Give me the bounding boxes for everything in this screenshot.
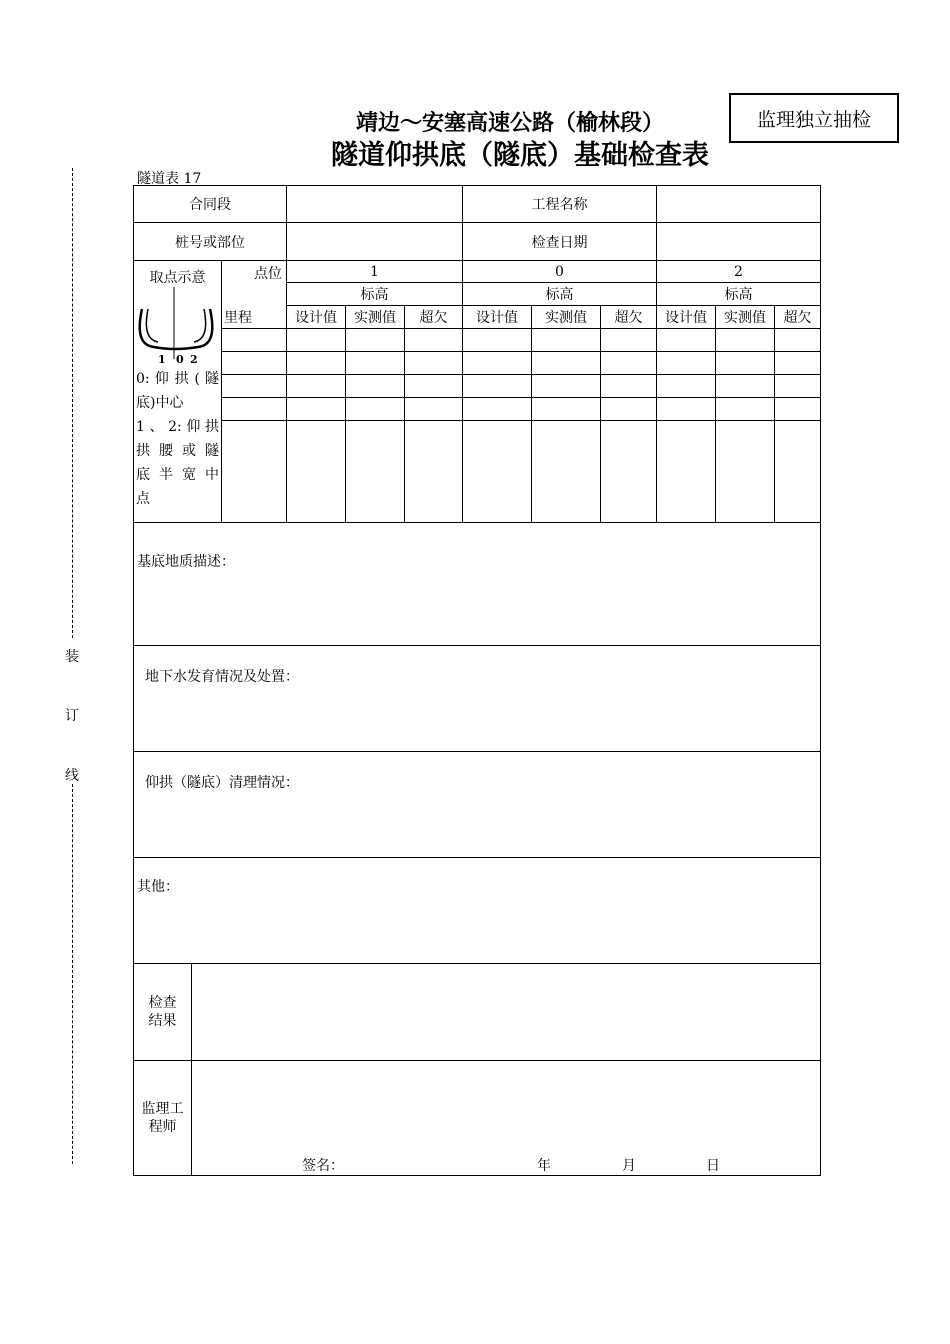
sign-label: 签名： [302, 1158, 344, 1174]
data-cell[interactable] [532, 352, 601, 375]
data-cell[interactable] [775, 421, 821, 523]
check-date-value[interactable] [657, 223, 821, 261]
contract-value[interactable] [287, 186, 463, 223]
engineer-label [134, 1061, 192, 1176]
data-cell[interactable] [463, 329, 532, 352]
data-cell[interactable] [463, 375, 532, 398]
check-result-value[interactable] [192, 964, 821, 1061]
inspection-table [133, 185, 821, 1176]
other-section[interactable]: 其他： [134, 858, 821, 964]
data-cell[interactable] [601, 421, 657, 523]
elevation-header: 标高 [657, 283, 821, 306]
deviation-header: 超欠 [775, 306, 821, 329]
data-cell[interactable] [775, 352, 821, 375]
point-2-header: 2 [657, 261, 821, 283]
data-cell[interactable] [222, 398, 287, 421]
engineer-signature-cell[interactable] [192, 1061, 821, 1176]
elevation-header: 标高 [463, 283, 657, 306]
data-cell[interactable] [775, 329, 821, 352]
data-cell[interactable] [775, 398, 821, 421]
data-cell[interactable] [716, 421, 775, 523]
table-row [134, 398, 821, 421]
data-cell[interactable] [657, 352, 716, 375]
station-label: 桩号或部位 [134, 223, 287, 261]
data-cell[interactable] [463, 421, 532, 523]
point-diagram-cell [134, 261, 222, 523]
month-label: 月 [622, 1158, 636, 1174]
data-cell[interactable] [222, 421, 287, 523]
tunnel-section-icon [134, 287, 218, 367]
data-cell[interactable] [601, 352, 657, 375]
diagram-number-1: 1 [158, 353, 166, 366]
project-name-label: 工程名称 [463, 186, 657, 223]
day-label: 日 [706, 1158, 720, 1174]
data-cell[interactable] [287, 398, 346, 421]
design-value-header: 设计值 [463, 306, 532, 329]
cleaning-section[interactable]: 仰拱（隧底）清理情况： [134, 752, 821, 858]
legend-half-width-points: 1 、 2: 仰 拱 拱 腰 或 隧 底 半 宽 中 点 [136, 419, 219, 507]
data-cell[interactable] [775, 375, 821, 398]
measured-value-header: 实测值 [532, 306, 601, 329]
deviation-header: 超欠 [405, 306, 463, 329]
data-cell[interactable] [657, 375, 716, 398]
data-cell[interactable] [532, 375, 601, 398]
data-cell[interactable] [405, 398, 463, 421]
binding-char-xian: 线 [65, 768, 79, 784]
data-cell[interactable] [346, 375, 405, 398]
station-value[interactable] [287, 223, 463, 261]
data-cell[interactable] [405, 352, 463, 375]
binding-line-bottom [72, 784, 73, 1164]
binding-char-zhuang: 装 [65, 649, 79, 665]
check-date-label: 检查日期 [463, 223, 657, 261]
table-row [134, 421, 821, 523]
diagram-label: 取点示意 [149, 270, 206, 286]
measured-value-header: 实测值 [716, 306, 775, 329]
data-cell[interactable] [532, 329, 601, 352]
data-cell[interactable] [287, 375, 346, 398]
point-1-header: 1 [287, 261, 463, 283]
point-mileage-header [222, 261, 287, 329]
data-cell[interactable] [716, 329, 775, 352]
data-cell[interactable] [405, 421, 463, 523]
data-cell[interactable] [716, 398, 775, 421]
data-cell[interactable] [346, 421, 405, 523]
data-cell[interactable] [716, 352, 775, 375]
data-cell[interactable] [346, 352, 405, 375]
data-cell[interactable] [716, 375, 775, 398]
data-cell[interactable] [405, 375, 463, 398]
project-name-value[interactable] [657, 186, 821, 223]
data-cell[interactable] [405, 329, 463, 352]
check-result-label [134, 964, 192, 1061]
year-label: 年 [537, 1158, 551, 1174]
data-cell[interactable] [657, 421, 716, 523]
data-cell[interactable] [346, 329, 405, 352]
data-cell[interactable] [222, 352, 287, 375]
engineer-label-text: 监理工程师 [141, 1101, 184, 1135]
diagram-number-2: 2 [190, 353, 198, 366]
measured-value-header: 实测值 [346, 306, 405, 329]
binding-char-ding: 订 [65, 708, 79, 724]
binding-line-top [72, 168, 73, 638]
contract-label: 合同段 [134, 186, 287, 223]
data-cell[interactable] [463, 352, 532, 375]
point-label: 点位 [254, 266, 282, 282]
data-cell[interactable] [601, 398, 657, 421]
data-cell[interactable] [657, 398, 716, 421]
point-0-header: 0 [463, 261, 657, 283]
data-cell[interactable] [346, 398, 405, 421]
geology-description-section[interactable]: 基底地质描述： [134, 523, 821, 646]
data-cell[interactable] [601, 375, 657, 398]
inspection-type-badge: 监理独立抽检 [729, 93, 899, 143]
design-value-header: 设计值 [657, 306, 716, 329]
data-cell[interactable] [532, 398, 601, 421]
mileage-label: 里程 [224, 310, 252, 326]
data-cell[interactable] [287, 352, 346, 375]
deviation-header: 超欠 [601, 306, 657, 329]
data-cell[interactable] [463, 398, 532, 421]
data-cell[interactable] [222, 375, 287, 398]
data-cell[interactable] [532, 421, 601, 523]
data-cell[interactable] [601, 329, 657, 352]
table-row [134, 329, 821, 352]
table-row [134, 352, 821, 375]
check-result-label-text: 检查结果 [148, 995, 177, 1029]
data-cell[interactable] [287, 329, 346, 352]
data-cell[interactable] [287, 421, 346, 523]
elevation-header: 标高 [287, 283, 463, 306]
form-number: 隧道表 17 [137, 171, 202, 187]
data-cell[interactable] [222, 329, 287, 352]
data-cell[interactable] [657, 329, 716, 352]
diagram-number-0: 0 [176, 353, 184, 366]
groundwater-section[interactable]: 地下水发育情况及处置： [134, 646, 821, 752]
document-title-line2: 隧道仰拱底（隧底）基础检查表 [331, 140, 709, 171]
table-row [134, 375, 821, 398]
legend-center-point: 0: 仰 拱 ( 隧 底)中心 [136, 371, 219, 411]
design-value-header: 设计值 [287, 306, 346, 329]
document-title-line1: 靖边～安塞高速公路（榆林段） [355, 111, 664, 136]
